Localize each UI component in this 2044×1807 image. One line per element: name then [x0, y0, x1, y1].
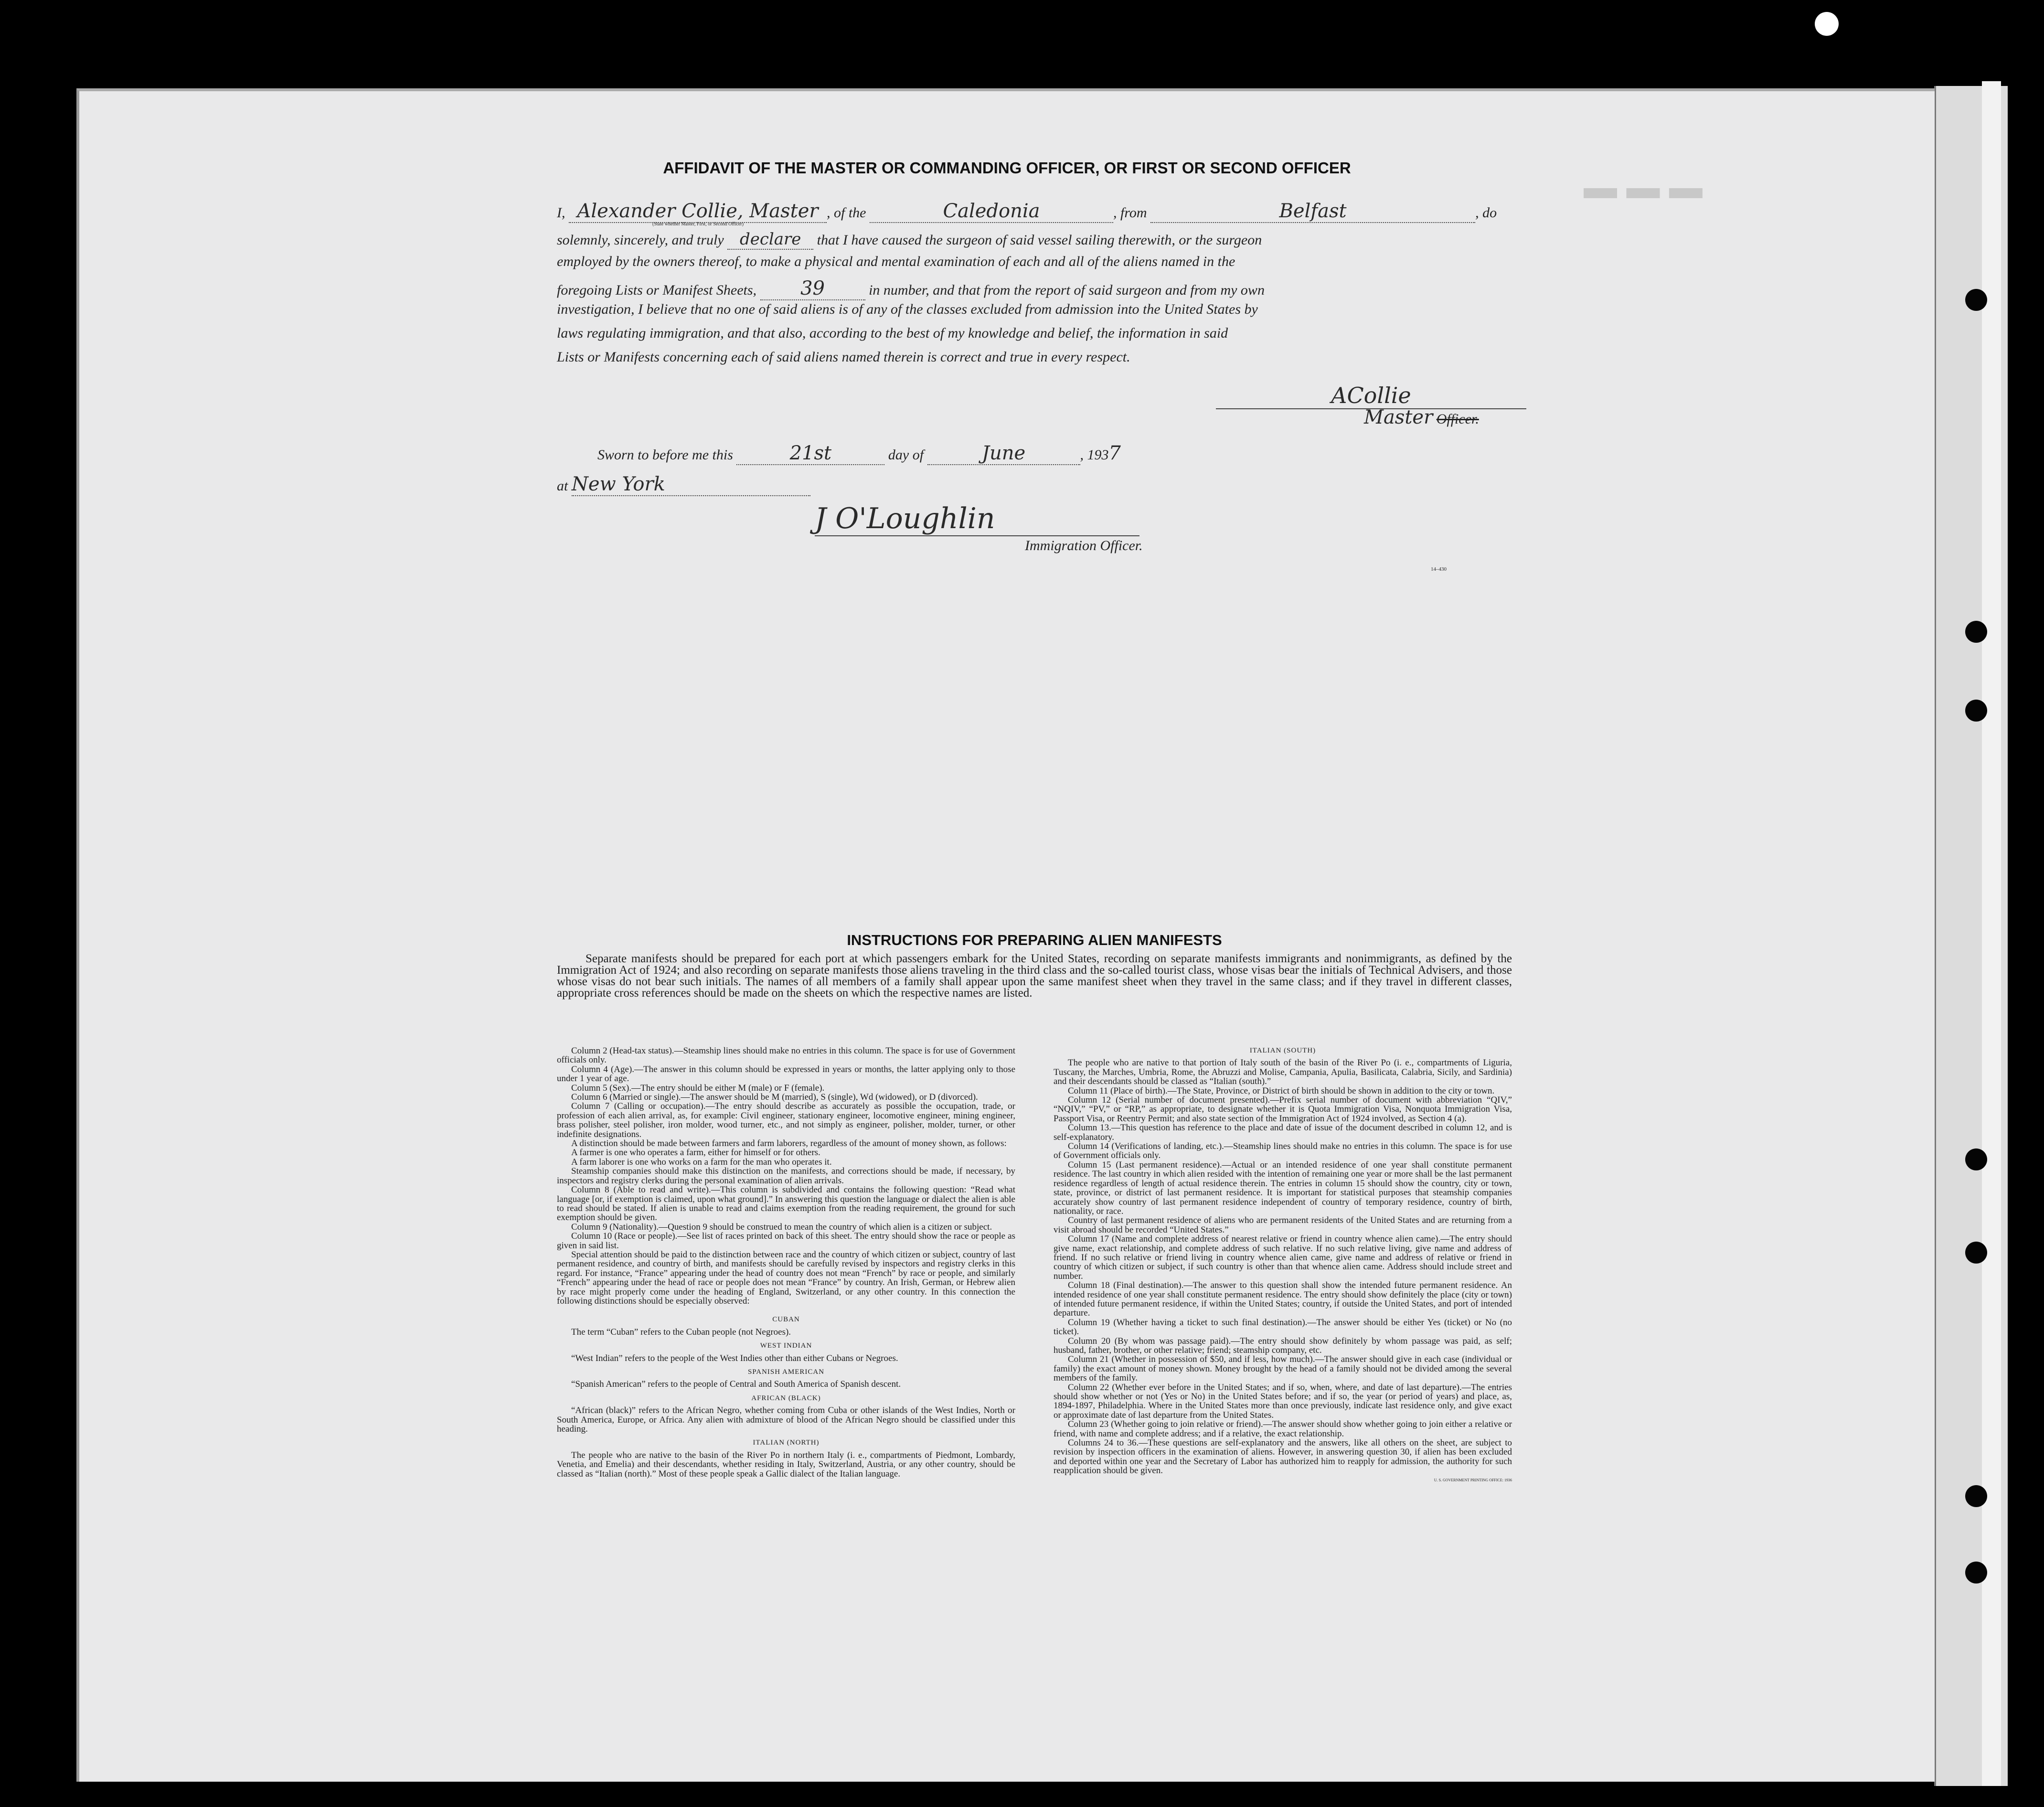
- instruction-paragraph: Steamship companies should make this distinction on the manifests, and corrections should be made, if necessary, by inspectors and registry clerks during the personal examination of alien arrivals.: [557, 1166, 1015, 1186]
- instruction-paragraph: Special attention should be paid to the distinction between race and the country of which citizen or subject, country of last permanent residence, and country of birth, and manifests should be carefully revised by inspectors and registry clerks in this regard. For instance, “France” appearing under the head of country does not mean “French” by race or people, and similarly “French” appearing under the head of race or people does not mean “France” by country. An Irish, German, or Hebrew alien by race might properly come under the heading of England, Switzerland, or any other country. In this connection the following distinctions should be especially observed:: [557, 1249, 1015, 1306]
- sheet-count: 39: [760, 277, 865, 300]
- year-digit: 7: [1108, 442, 1121, 464]
- instruction-paragraph: Column 23 (Whether going to join relative or friend).—The answer should show whether going to join either a relative or friend, with name and complete address; and if a relative, the exact relationship.: [1054, 1419, 1512, 1439]
- form-number: 14–430: [1431, 566, 1447, 572]
- adjacent-page-edge-inner: [1982, 81, 2001, 1786]
- instruction-paragraph: A farm laborer is one who works on a farm for the man who operates it.: [571, 1157, 832, 1167]
- instruction-paragraph: Column 7 (Calling or occupation).—The entry should describe as accurately as possible the occupation, trade, or profession of each alien arrival, as, for example: Civil engineer, stationary engineer, locomotive engineer, mining engineer, brass polisher, steel polisher, iron molder, wood turner, etc., and not simply as engineer, polisher, molder, turner, or other indefinite designations.: [557, 1101, 1015, 1139]
- year-prefix: , 193: [1080, 447, 1109, 463]
- instruction-paragraph: Column 19 (Whether having a ticket to such final destination).—The answer should be either Yes (ticket) or No (no ticket).: [1054, 1317, 1512, 1337]
- corner-light-spot: [1815, 12, 1839, 36]
- punch-hole: [1965, 1242, 1987, 1264]
- sworn-place: New York: [572, 473, 810, 496]
- instruction-paragraph: The term “Cuban” refers to the Cuban people (not Negroes).: [571, 1327, 791, 1337]
- from-label: , from: [1113, 205, 1147, 221]
- instruction-paragraph: Column 14 (Verifications of landing, etc.).—Steamship lines should make no entries in this column. The space is for use of Government officials only.: [1054, 1141, 1512, 1161]
- section-heading: AFRICAN (BLACK): [751, 1394, 821, 1402]
- ship-name: Caledonia: [870, 200, 1113, 223]
- day-of-label: day of: [888, 447, 924, 463]
- instruction-paragraph: Column 17 (Name and complete address of nearest relative or friend in country whence alien came).—The entry should give name, exact relationship, and complete address of such relative. If no such relative living, give name and address of friend. If no such relative or friend living in country whence alien came, give name and address of relative or friend in country of which citizen or subject, if such country is other than that whence alien came. Address should include street and number.: [1054, 1234, 1512, 1281]
- affidavit-title: AFFIDAVIT OF THE MASTER OR COMMANDING OFFICER, OR FIRST OR SECOND OFFICER: [663, 159, 1351, 177]
- instruction-paragraph: “African (black)” refers to the African Negro, whether coming from Cuba or other islands of the West Indies, North or South America, Europe, or Africa. Any alien with admixture of blood of the African Negro should be classified under this heading.: [557, 1405, 1015, 1435]
- manifest-page: [76, 88, 1935, 1782]
- section-heading: SPANISH AMERICAN: [747, 1368, 825, 1376]
- instructions-right-column: [1054, 1046, 1512, 1485]
- punch-hole: [1965, 289, 1987, 311]
- instruction-paragraph: Column 12 (Serial number of document presented).—Prefix serial number of document with abbreviation “QIV,” “NQIV,” “PV,” or “RP,” as appropriate, to designate whether it is Quota Immigration Visa, Nonquota Immigration Visa, Passport Visa, or Reentry Permit; and also state section of the Immigration Act of 1924 involved, as Section 4 (a).: [1054, 1095, 1512, 1124]
- immigration-officer-signature: J O'Loughlin: [815, 502, 1139, 536]
- officer-title-struck: Officer.: [1436, 411, 1479, 427]
- sworn-label: Sworn to before me this: [597, 447, 733, 463]
- master-title-line: [1364, 406, 1479, 428]
- section-heading: ITALIAN (NORTH): [753, 1439, 820, 1447]
- instructions-left-column: [557, 1046, 1015, 1478]
- instruction-paragraph: Country of last permanent residence of aliens who are permanent residents of the United States and are returning from a visit abroad should be recorded “United States.”: [1054, 1215, 1512, 1235]
- affidavit-text: in number, and that from the report of said surgeon and from my own: [869, 282, 1265, 298]
- punch-hole: [1965, 700, 1987, 722]
- instruction-paragraph: Column 2 (Head-tax status).—Steamship lines should make no entries in this column. The space is for use of Government officials only.: [557, 1046, 1015, 1065]
- instruction-paragraph: Columns 24 to 36.—These questions are self-explanatory and the answers, like all others on the sheet, are subject to revision by inspection officers in the examination of aliens. However, in answering question 30, if alien has been excluded and deported within one year and the Secretary of Labor has authorized him to reapply for admission, the authority for such reapplication should be given.: [1054, 1438, 1512, 1476]
- port-name: Belfast: [1150, 200, 1475, 223]
- affidavit-line-4: [557, 277, 1265, 300]
- instruction-paragraph: A distinction should be made between farmers and farm laborers, regardless of the amount of money shown, as follows:: [571, 1138, 1007, 1149]
- instruction-paragraph: Column 8 (Able to read and write).—This column is subdivided and contains the following question: “Read what language [or, if exemption is claimed, upon what ground].” In answering this question the language or dialect the alien is able to read should be stated. If alien is unable to read and claims exemption from the reading requirement, the ground for such exemption should be given.: [557, 1185, 1015, 1223]
- instruction-paragraph: The people who are native to that portion of Italy south of the basin of the River Po (i. e., compartments of Liguria, Tuscany, the Marches, Umbria, Rome, the Abruzzi and Molise, Campania, Apulia, Basilicata, Calabria, Sicily, and Sardinia) and their descendants should be classed as “Italian (south).”: [1054, 1058, 1512, 1087]
- affidavit-line-6: laws regulating immigration, and that also, according to the best of my knowledge and belief, the information in said: [557, 325, 1228, 341]
- do-label: , do: [1475, 205, 1497, 221]
- sworn-day: 21st: [736, 442, 884, 465]
- instruction-paragraph: Column 21 (Whether in possession of $50, and if less, how much).—The answer should give in each case (individual or family) the exact amount of money shown. Money brought by the head of a family should not be divided among the several members of the family.: [1054, 1354, 1512, 1383]
- instruction-paragraph: Column 20 (By whom was passage paid).—The entry should show definitely by whom passage was paid, as self; husband, father, brother, or other relative; friend; steamship company, etc.: [1054, 1336, 1512, 1355]
- affidavit-line-2: [557, 230, 1262, 250]
- affidavit-text: solemnly, sincerely, and truly: [557, 232, 724, 248]
- declare-word: declare: [727, 230, 813, 250]
- affidavit-text: foregoing Lists or Manifest Sheets,: [557, 282, 757, 298]
- affidavit-line-1: [557, 200, 1497, 223]
- instruction-paragraph: Column 15 (Last permanent residence).—Actual or an intended residence of one year shall constitute permanent residence. The last country in which alien resided with the intention of remaining one year or more shall be the last permanent residence regardless of length of actual residence therein. The entries in column 15 should show the country, city or town, state, province, or district of last permanent residence. It is important for statistical purposes that steamship companies accurately show country of last permanent residence independent of country of temporary residence, country of birth, nationality, or race.: [1054, 1159, 1512, 1216]
- instruction-paragraph: Column 11 (Place of birth).—The State, Province, or District of birth should be shown in addition to the city or town.: [1068, 1085, 1495, 1096]
- affidavit-line-3: employed by the owners thereof, to make a physical and mental examination of each and all of the aliens named in the: [557, 254, 1235, 269]
- state-note: (State whether Master, First, or Second Officer): [652, 222, 744, 227]
- instructions-intro: Separate manifests should be prepared for each port at which passengers embark for the United States, recording on separate manifests immigrants and nonimmigrants, as defined by the Immigration Act of 1924; and also recording on separate manifests those aliens traveling in the third class and the so-called tourist class, whose visas bear the initials of Technical Advisers, and those whose visas do not bear such initials. The names of all members of a family shall appear upon the same manifest sheet when they travel in the same class; and if they travel in different classes, appropriate cross references should be made on the sheets on which the respective names are listed.: [557, 952, 1512, 999]
- section-heading: CUBAN: [772, 1316, 800, 1324]
- punch-hole: [1965, 1562, 1987, 1584]
- punch-hole: [1965, 621, 1987, 643]
- instruction-paragraph: Column 4 (Age).—The answer in this column should be expressed in years or months, the latter applying only to those under 1 year of age.: [557, 1064, 1015, 1084]
- bleed-through-mark: ▬ ▬ ▬: [1584, 168, 1703, 205]
- at-label: at: [557, 478, 568, 494]
- instruction-paragraph: Column 10 (Race or people).—See list of races printed on back of this sheet. The entry should show the race or people as given in said list.: [557, 1231, 1015, 1251]
- instruction-paragraph: A farmer is one who operates a farm, either for himself or for others.: [571, 1148, 820, 1158]
- instruction-paragraph: “Spanish American” refers to the people of Central and South America of Spanish descent.: [571, 1379, 901, 1390]
- affidavit-text: that I have caused the surgeon of said vessel sailing therewith, or the surgeon: [817, 232, 1262, 248]
- master-signature: ACollie: [1216, 383, 1526, 409]
- instruction-paragraph: Column 9 (Nationality).—Question 9 should be construed to mean the country of which alien is a citizen or subject.: [571, 1222, 992, 1232]
- of-the-label: , of the: [827, 205, 866, 221]
- punch-hole: [1965, 1148, 1987, 1170]
- master-title: Master: [1364, 406, 1433, 428]
- instruction-paragraph: The people who are native to the basin of the River Po in northern Italy (i. e., compartments of Piedmont, Lombardy, Venetia, and Emelia) and their descendants, whether residing in Italy, Switzerland, Austria, or any other country, should be classed as “Italian (north).” Most of these people speak a Gallic dialect of the Italian language.: [557, 1450, 1015, 1479]
- pronoun: I,: [557, 205, 565, 221]
- officer-name: Alexander Collie, Master: [569, 200, 827, 223]
- instructions-title: INSTRUCTIONS FOR PREPARING ALIEN MANIFESTS: [847, 932, 1222, 948]
- instruction-paragraph: Column 13.—This question has reference to the place and date of issue of the document described in column 12, and is self-explanatory.: [1054, 1123, 1512, 1142]
- section-heading: WEST INDIAN: [760, 1342, 812, 1350]
- sworn-line: [597, 442, 1121, 465]
- instruction-paragraph: Column 18 (Final destination).—The answer to this question shall show the intended future permanent residence. An intended residence of one year shall constitute permanent residence. The entry should show definitely the place (city or town) of intended future permanent residence, if within the United States; country, if outside the United States, and port of intended departure.: [1054, 1280, 1512, 1318]
- affidavit-line-5: investigation, I believe that no one of said aliens is of any of the classes excluded from admission into the United States by: [557, 301, 1258, 317]
- instruction-paragraph: “West Indian” refers to the people of the West Indies other than either Cubans or Negroes.: [571, 1353, 898, 1363]
- section-heading: ITALIAN (SOUTH): [1249, 1047, 1316, 1054]
- punch-hole: [1965, 1485, 1987, 1507]
- sworn-month: June: [927, 442, 1080, 465]
- instruction-paragraph: Column 6 (Married or single).—The answer should be M (married), S (single), Wd (widowed), or D (divorced).: [571, 1092, 978, 1103]
- at-line: [557, 473, 810, 496]
- instruction-paragraph: Column 22 (Whether ever before in the United States; and if so, when, where, and date of last departure).—The entries should show whether or not (Yes or No) in the United States before; and if so, the year (or period of years) and place, as, 1894-1897, Philadelphia. Where in the United States more than once previously, indicate last residence only, and give exact or approximate date of last departure from the United States.: [1054, 1382, 1512, 1420]
- printer-imprint: U. S. GOVERNMENT PRINTING OFFICE: 1936: [1434, 1477, 1512, 1482]
- affidavit-line-7: Lists or Manifests concerning each of said aliens named therein is correct and true in every respect.: [557, 349, 1130, 365]
- instruction-paragraph: Column 5 (Sex).—The entry should be either M (male) or F (female).: [571, 1083, 825, 1093]
- immigration-officer-label: Immigration Officer.: [1025, 538, 1143, 553]
